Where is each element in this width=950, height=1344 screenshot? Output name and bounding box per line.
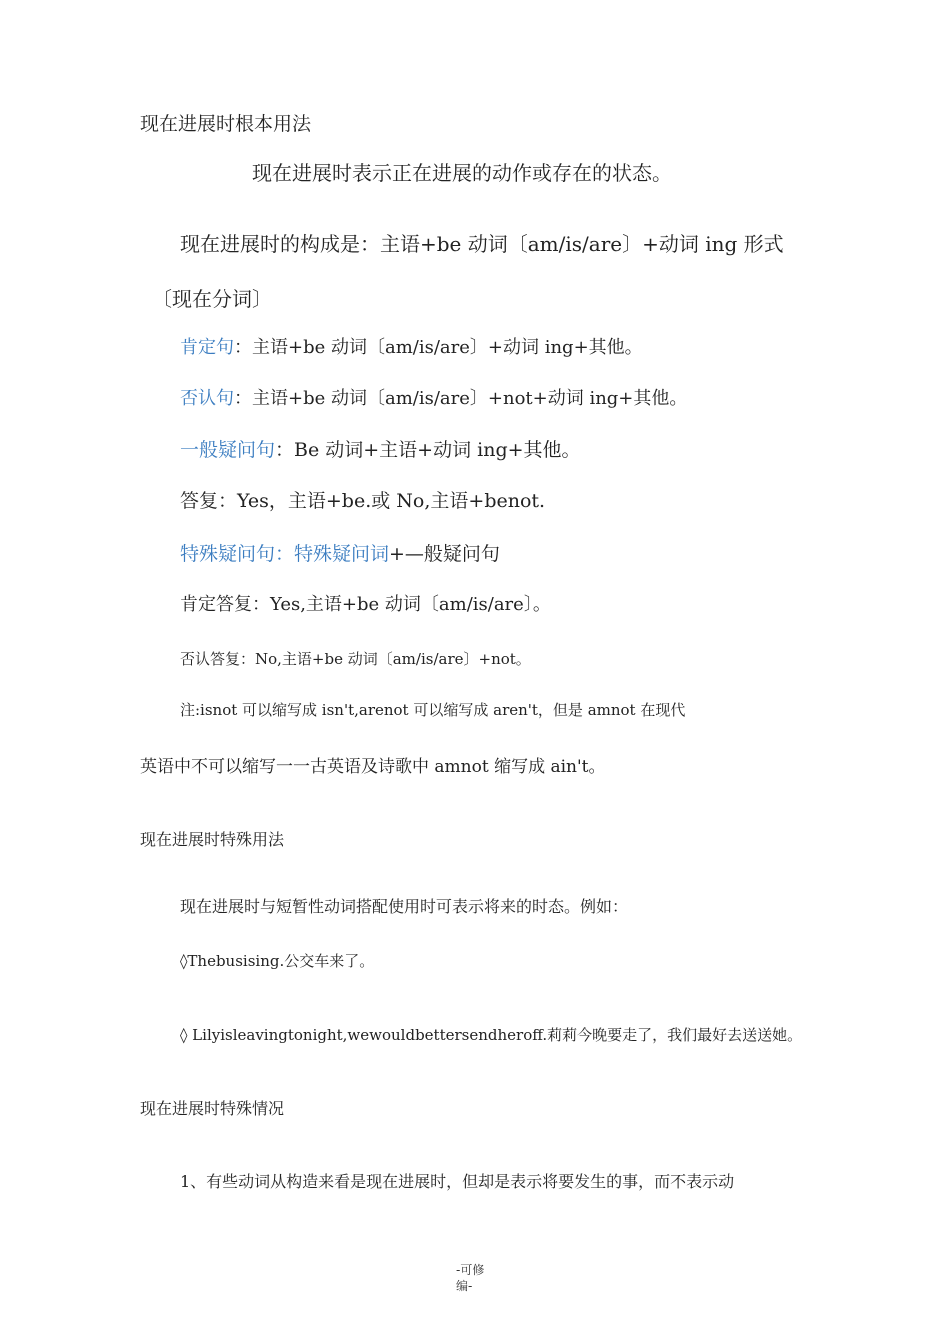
- special-usage-text: 现在进展时与短暂性动词搭配使用时可表示将来的时态。例如：: [180, 897, 629, 916]
- structure-line-2: 〔现在分词〕: [152, 287, 272, 311]
- section-heading-basic: 现在进展时根本用法: [140, 113, 312, 135]
- intro-text: 现在进展时表示正在进展的动作或存在的状态。: [252, 161, 672, 185]
- example-2: ◊ Lilyisleavingtonight,wewouldbettersendheroff.莉莉今晚要走了，我们最好去送送她。: [180, 1026, 803, 1044]
- negative-label: 否认句: [180, 388, 234, 409]
- note-line-1: 注:isnot 可以缩写成 isn't,arenot 可以缩写成 aren't，但是 amnot 在现代: [180, 701, 686, 719]
- special-question-label: 特殊疑问句：特殊疑问词: [180, 543, 390, 565]
- general-question-text: ：Be 动词+主语+动词 ing+其他。: [275, 439, 581, 461]
- footer-line-2: 编-: [456, 1279, 473, 1293]
- affirmative-rule: [180, 337, 643, 359]
- negative-reply-rule: 否认答复：No,主语+be 动词〔am/is/are〕+not。: [180, 650, 531, 668]
- general-question-label: 一般疑问句: [180, 439, 276, 461]
- negative-rule: [180, 388, 687, 410]
- footer-line-1: -可修: [456, 1263, 485, 1277]
- example-1: ◊Thebusising.公交车来了。: [180, 952, 375, 970]
- affirmative-text: ：主语+be 动词〔am/is/are〕+动词 ing+其他。: [234, 337, 643, 358]
- special-question-text: +—般疑问句: [389, 543, 500, 565]
- special-question-rule: [180, 543, 500, 566]
- affirmative-label: 肯定句: [180, 337, 234, 358]
- negative-text: ：主语+be 动词〔am/is/are〕+not+动词 ing+其他。: [234, 388, 688, 409]
- general-question-rule: [180, 439, 581, 462]
- list-item-1: 1、有些动词从构造来看是现在进展时，但却是表示将要发生的事，而不表示动: [180, 1172, 735, 1191]
- affirm-reply-rule: 肯定答复：Yes,主语+be 动词〔am/is/are〕。: [180, 594, 551, 615]
- reply-rule: 答复：Yes，主语+be.或 No,主语+benot.: [180, 490, 546, 512]
- structure-line-1: 现在进展时的构成是：主语+be 动词〔am/is/are〕+动词 ing 形式: [180, 232, 784, 256]
- page-footer: [456, 1262, 484, 1294]
- section-heading-special-usage: 现在进展时特殊用法: [140, 830, 285, 849]
- note-line-2: 英语中不可以缩写一一古英语及诗歌中 amnot 缩写成 ain't。: [140, 757, 606, 777]
- section-heading-special-cases: 现在进展时特殊情况: [140, 1099, 285, 1118]
